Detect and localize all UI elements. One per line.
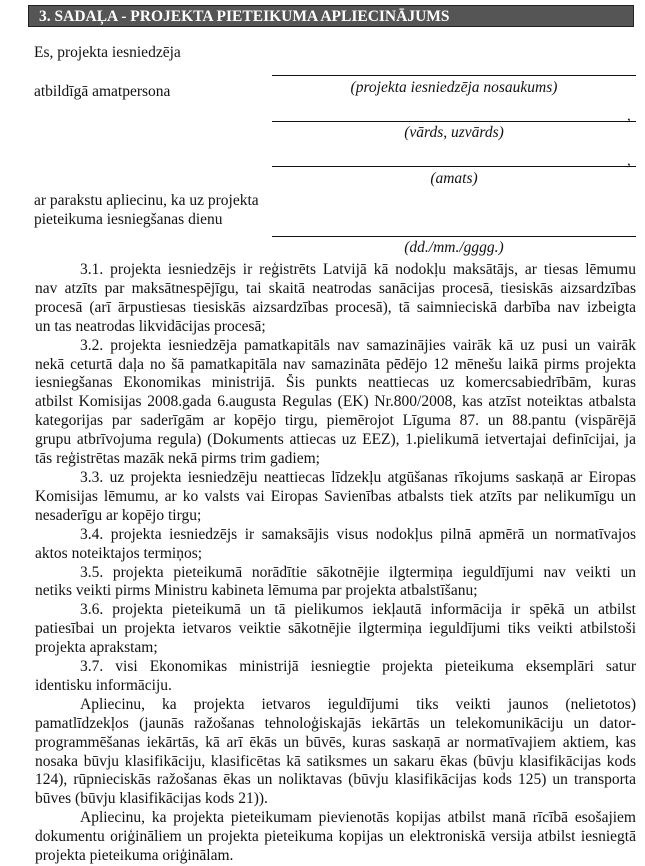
declaration-paragraph <box>35 564 636 602</box>
paragraph-line: kategorijas par saderīgām ar kopējo tirgu, piemērojot Līguma 87. un 88.pantu (vispārējā <box>35 412 636 430</box>
paragraph-line: nekā ceturtā daļa no šā pamatkapitāla nav samazināta pēdējo 12 mēnešu laikā pirms projekta <box>35 355 636 373</box>
declaration-paragraph <box>35 696 636 809</box>
paragraph-line: projekta aprakstam; <box>35 639 158 657</box>
paragraph-line: patiesībai un projekta ietvaros veiktie sākotnējie ilgtermiņa ieguldījumi tiks veikti atbilstoši <box>35 620 636 638</box>
paragraph-line: 3.2. projekta iesniedzēja pamatkapitāls nav samazinājies vairāk kā uz pusi un vairāk <box>80 336 636 354</box>
paragraph-line: projekta pieteikuma oriģinālam. <box>35 847 234 865</box>
paragraph-line: tās reģistrētas mazāk nekā pirms trim gadiem; <box>35 450 320 468</box>
comma: , <box>627 153 631 169</box>
paragraph-line: iesniegšanas Ekonomikas ministrijā. Šis punkts neattiecas uz komercsabiedrībām, kuras <box>35 374 636 392</box>
paragraph-line: programmēšanas iekārtās, kā arī ēkās un būvēs, kuras saskaņā ar normatīvajiem aktiem, kas <box>35 733 636 751</box>
submitter-caption: (projekta iesniedzēja nosaukums) <box>350 79 558 96</box>
paragraph-line: Apliecinu, ka projekta ietvaros ieguldījumi tiks veikti jaunos (nelietotos) <box>80 695 636 713</box>
date-label-line2: pieteikuma iesniegšanas dienu <box>34 211 223 228</box>
paragraph-line: un tas neatrodas likvidācijas procesā; <box>35 317 266 335</box>
paragraph-line: 3.5. projekta pieteikumā norādītie sākotnējie ilgtermiņa ieguldījumi nav veikti un <box>80 563 636 581</box>
comma: , <box>627 108 631 124</box>
paragraph-line: nav atzīts par maksātnespējīgu, tai skaitā neatrodas sanācijas procesā, tiesiskās aizsardzības <box>35 279 636 297</box>
paragraph-line: netiks veikti pirms Ministru kabineta lēmuma par projekta atbalstīšanu; <box>35 582 478 600</box>
official-label: atbildīgā amatpersona <box>34 83 171 100</box>
declaration-paragraph <box>35 601 636 658</box>
declaration-paragraph <box>35 526 636 564</box>
paragraph-line: Komisijas lēmumu, ar ko valsts vai Eiropas Savienības atbalsts tiek atzīts par nelikumīgu un <box>35 487 636 505</box>
declaration-body <box>35 261 636 866</box>
paragraph-line: aktos noteiktajos termiņos; <box>35 544 203 562</box>
name-caption: (vārds, uzvārds) <box>404 124 504 141</box>
date-label-line1: ar parakstu apliecinu, ka uz projekta <box>34 192 259 209</box>
section-header: 3. SADAĻA - PROJEKTA PIETEIKUMA APLIECINĀJUMS <box>28 5 634 27</box>
declaration-paragraph <box>35 658 636 696</box>
position-caption: (amats) <box>430 170 478 187</box>
paragraph-line: atbilst Komisijas 2008.gada 6.augusta Regulas (EK) Nr.800/2008, kas atzīst noteiktas atbalsta <box>35 393 636 411</box>
paragraph-line: 3.3. uz projekta iesniedzēju neattiecas līdzekļu atgūšanas rīkojums saskaņā ar Eiropas <box>80 468 636 486</box>
paragraph-line: procesā (arī ārpustiesas tiesiskās aizsardzības procesā), tā saimnieciskā darbība nav izbeigta <box>35 298 636 316</box>
date-field[interactable] <box>272 236 636 237</box>
official-name-field[interactable] <box>272 121 636 122</box>
paragraph-line: Apliecinu, ka projekta pieteikumam pievienotās kopijas atbilst manā rīcībā esošajiem <box>80 809 636 827</box>
paragraph-line: dokumentu oriģināliem un projekta pieteikuma kopijas un elektroniskā versija atbilst iesniegtā <box>35 828 636 846</box>
paragraph-line: 3.7. visi Ekonomikas ministrijā iesniegtie projekta pieteikuma eksemplāri satur <box>80 658 636 676</box>
declaration-paragraph <box>35 809 636 866</box>
submitter-name-field[interactable] <box>272 75 636 76</box>
declaration-paragraph <box>35 337 636 469</box>
paragraph-line: būves (būvju klasifikācijas kods 21)). <box>35 790 268 808</box>
paragraph-line: pamatlīdzekļos (jaunās ražošanas tehnoloģiskajās iekārtās un telekomunikāciju un dator- <box>35 714 636 732</box>
paragraph-line: 3.6. projekta pieteikumā un tā pielikumos iekļautā informācija ir spēkā un atbilst <box>80 601 636 619</box>
declaration-paragraph <box>35 469 636 526</box>
paragraph-line: 124), rūpnieciskās ražošanas ēkas un noliktavas (būvju klasifikācijas kods 125) un transporta <box>35 771 636 789</box>
paragraph-line: identisku informāciju. <box>35 676 172 694</box>
paragraph-line: nosaka būvju klasifikāciju, klasificētas kā satiksmes un sakaru ēkas (būvju klasifikācijas kods <box>35 752 636 770</box>
paragraph-line: 3.1. projekta iesniedzējs ir reģistrēts Latvijā kā nodokļu maksātājs, ar tiesas lēmumu <box>80 261 636 278</box>
declaration-paragraph <box>35 261 636 337</box>
date-caption: (dd./mm./gggg.) <box>404 239 504 256</box>
submitter-label: Es, projekta iesniedzēja <box>34 44 181 61</box>
paragraph-line: 3.4. projekta iesniedzējs ir samaksājis visus nodokļus pilnā apmērā un normatīvajos <box>80 525 636 543</box>
position-field[interactable] <box>272 166 636 167</box>
paragraph-line: nesaderīgu ar kopējo tirgu; <box>35 506 202 524</box>
paragraph-line: grupu atbrīvojuma regula) (Dokuments attiecas uz EEZ), 1.pielikumā ietvertajai definīcijai, ja <box>35 431 636 449</box>
